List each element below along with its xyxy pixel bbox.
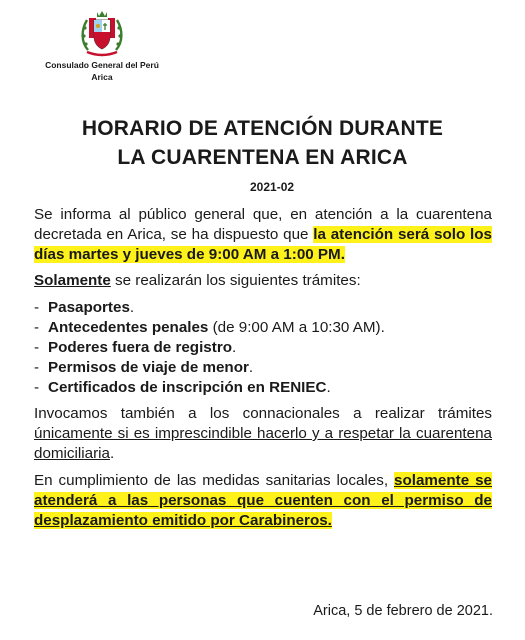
procedures-list [34, 298, 492, 398]
only-rest: se realizarán los siguientes trámites: [110, 272, 361, 289]
consulate-name-line1: Consulado General del Perú [45, 60, 159, 70]
item-name: Pasaportes [48, 299, 130, 316]
intro-text: Se informa al público general que, en atención a la cuarentena decretada en Arica, se ha dispuesto que [34, 206, 492, 243]
list-dash: - [34, 319, 40, 336]
procedures-intro [34, 271, 492, 291]
list-dash: - [34, 379, 40, 396]
invite-text: Invocamos también a los connacionales a realizar trámites [34, 405, 492, 422]
list-dash: - [34, 299, 40, 316]
compliance-highlight: solamente se atenderá a las personas que cuenten con el permiso de desplazamiento emitido por Carabineros. [34, 472, 492, 529]
list-item [34, 318, 492, 338]
page-title [0, 114, 525, 172]
document-body [34, 205, 492, 531]
intro-highlight: la atención será solo los días martes y jueves de 9:00 AM a 1:00 PM. [34, 226, 492, 263]
item-detail: (de 9:00 AM a 10:30 AM). [208, 319, 385, 336]
invite-paragraph [34, 404, 492, 464]
letterhead [22, 6, 182, 82]
item-name: Permisos de viaje de menor [48, 359, 249, 376]
list-item [34, 298, 492, 318]
list-item [34, 358, 492, 378]
list-dash: - [34, 359, 40, 376]
item-detail: . [248, 359, 254, 376]
title-line2: LA CUARENTENA EN ARICA [117, 146, 408, 169]
title-line1: HORARIO DE ATENCIÓN DURANTE [81, 117, 444, 140]
consulate-name-line2: Arica [91, 72, 113, 82]
list-item [34, 338, 492, 358]
compliance-paragraph [34, 471, 492, 531]
coat-of-arms-icon [79, 6, 125, 58]
item-name: Poderes fuera de registro [48, 339, 233, 356]
intro-paragraph [34, 205, 492, 265]
date-signature: Arica, 5 de febrero de 2021. [313, 603, 493, 619]
list-dash: - [34, 339, 40, 356]
item-detail: . [326, 379, 331, 396]
invite-underlined: únicamente si es imprescindible hacerlo y a respetar la cuarentena domiciliaria [34, 425, 492, 462]
item-detail: . [232, 339, 237, 356]
invite-end: . [109, 445, 115, 462]
compliance-text: En cumplimiento de las medidas sanitarias locales, [34, 472, 395, 489]
list-item [34, 378, 492, 398]
document-code: 2021-02 [250, 180, 295, 194]
item-detail: . [129, 299, 135, 316]
item-name: Antecedentes penales [48, 319, 209, 336]
only-lead: Solamente [34, 272, 111, 289]
item-name: Certificados de inscripción en RENIEC [48, 379, 327, 396]
